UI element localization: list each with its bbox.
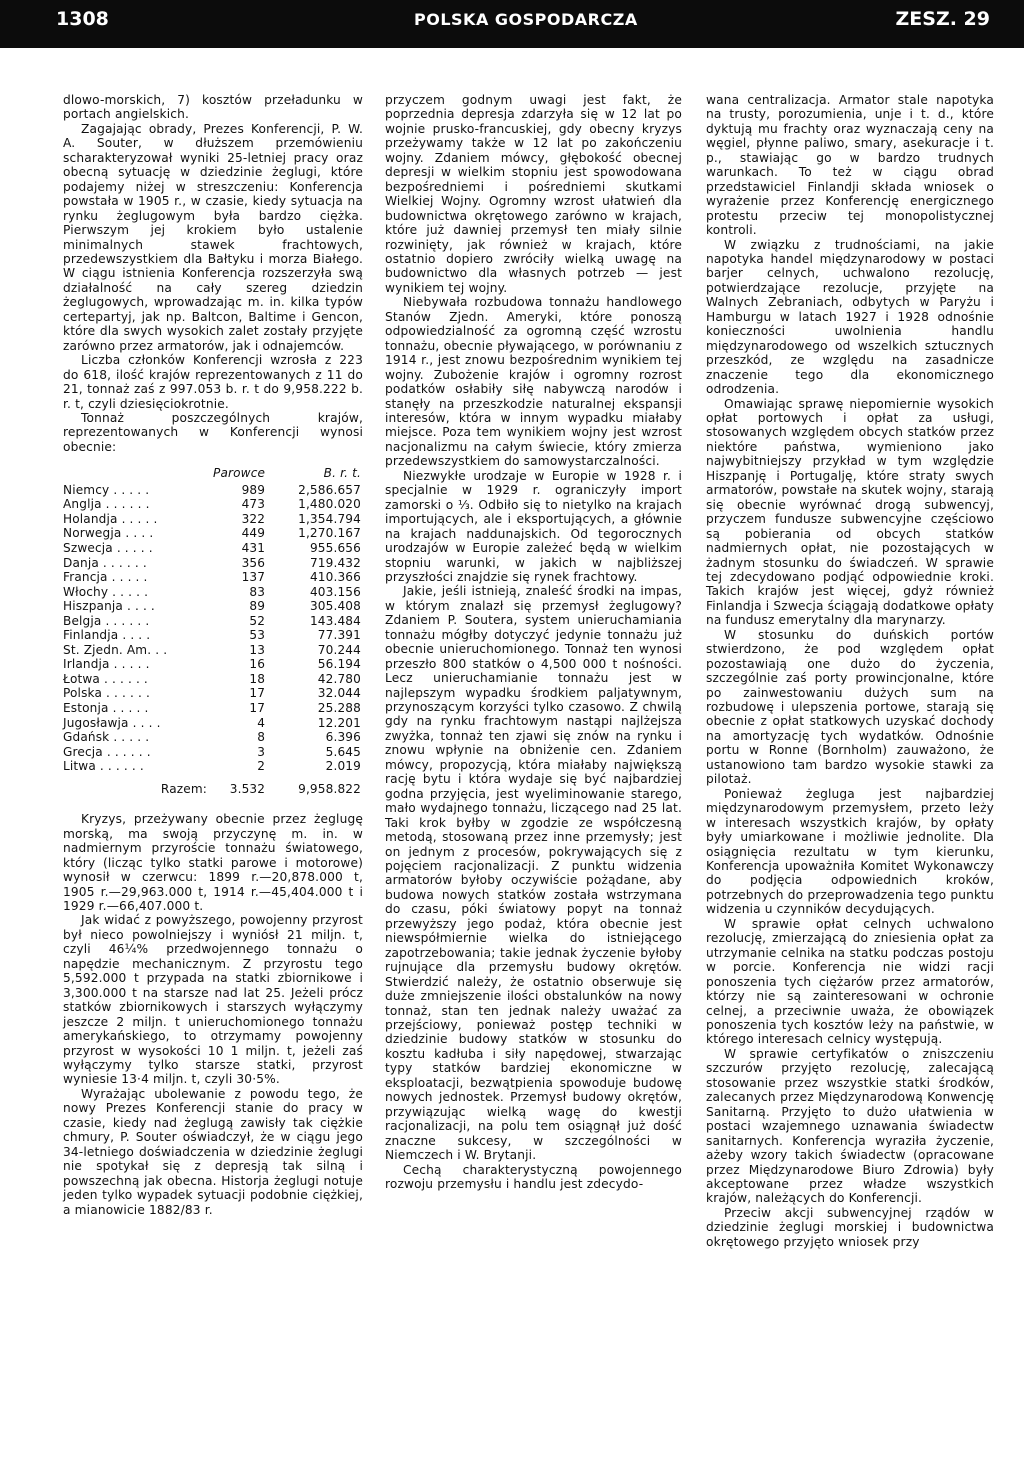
paragraph: Cechą charakterystyczną powojennego rozwoju przemysłu i handlu jest zdecydo- xyxy=(385,1162,682,1191)
country-cell: Włochy . . . . . xyxy=(63,584,149,599)
country-cell: Łotwa . . . . . . xyxy=(63,671,148,686)
brt-cell: 2,586.657 xyxy=(298,482,361,497)
issue-number: ZESZ. 29 xyxy=(895,8,990,30)
brt-cell: 1,480.020 xyxy=(298,497,361,512)
steamers-cell: 449 xyxy=(241,526,266,541)
table-body xyxy=(63,483,363,774)
country-cell: Belgja . . . . . . xyxy=(63,613,150,628)
country-cell: St. Zjedn. Am. . . xyxy=(63,642,168,657)
table-row xyxy=(63,541,363,556)
country-cell: Finlandja . . . . xyxy=(63,628,151,643)
country-cell: Grecja . . . . . . xyxy=(63,744,151,759)
paragraph: Jakie, jeśli istnieją, znaleść środki na impas, w którym znalazł się przemysł żeglugowy? Zdaniem P. Soutera, system unieruchamiania tonnażu mógłby dotyczyć jedynie tonnażu już obecnie unieruchomionego. Tonnaż ten wynosi przeszło 800 statków o 4,500 000 t nośności. Lecz unieruchamianie tonnażu jest w najlepszym wypadku środkiem paljatywnym, przynoszącym korzyści tylko czasowo. Z chwilą gdy na rynku frachtowym nastąpi najlżejsza zwyżka, tonnaż ten zjawi się znów na rynku i znowu wpłynie na obniżenie cen. Zdaniem mówcy, propozycją, która miałaby największą rację bytu i która wydaje się być najbardziej godna przyjęcia, jest wyeliminowanie starego, mało wydajnego tonnażu, liczącego nad 25 lat. Taki krok byłby w zgodzie ze współczesną metodą, stosowaną przez inne przemysły; jest on jednym z procesów, pokrywających się z pojęciem racjonalizacji. Z punktu widzenia armatorów byłoby oczywiście pożądane, aby budowa nowych statków została wstrzymana do czasu, póki światowy popyt na tonnaż przewyższy jego podaż, która obecnie jest niewspółmiernie wielka do istniejącego zapotrzebowania; takie jednak życzenie byłoby rujnujące dla przemysłu budowy okrętów. Stwierdzić należy, że ostatnio obserwuje się duże zmniejszenie ilości obstalunków na nowy tonnaż, stan ten jednak należy uważać za przejściowy, ponieważ postęp techniki w dziedzinie budowy statków w stosunku do kosztu kadłuba i siły napędowej, stwarzając typy statków bardziej ekonomiczne w eksploatacji, bezwątpienia spowoduje budowę nowych jednostek. Przemysł budowy okrętów, przywiązując wielką wagę do kwestji racjonalizacji, na polu tem osiągnął już dość znaczne sukcesy, w szczególności w Niemczech i W. Brytanji. xyxy=(385,584,682,1163)
country-cell: Jugosławja . . . . xyxy=(63,715,161,730)
paragraph: Omawiając sprawę niepomiernie wysokich opłat portowych i opłat za usługi, stosowanych względem obcych statków przez niektóre państwa, wymieniono jako najwybitniejszy przykład w tym względzie Hiszpanję i Portugalję, które straty swych armatorów, powstałe na skutek wojny, starają się obecnie wyrównać drogą subwencyj, przyczem fundusze subwencyjne częściowo są pobierania od obcych statków nadmiernych opłat, nie pozostających w żadnym stosunku do świadczeń. W sprawie tej zdecydowano podjąć odpowiednie kroki. Takich krajów jest więcej, gdyż również Finlandja i Szwecja ściągają dodatkowe opłaty na fundusz emerytalny dla marynarzy. xyxy=(706,396,994,628)
country-cell: Danja . . . . . . xyxy=(63,555,147,570)
country-cell: Norwegja . . . . xyxy=(63,526,154,541)
paragraph: Niebywała rozbudowa tonnażu handlowego Stanów Zjedn. Ameryki, które ponoszą odpowiedzialność za ogromną część wzrostu tonnażu, obecnie pływającego, w porównaniu z 1914 r., jest znowu bezpośrednim wynikiem tej wojny. Zubożenie krajów i ogromny rozrost podatków osłabiły siłę nabywczą narodów i stanęły na przeszkodzie naturalnej ekspansji interesów, która w innym wypadku miałaby miejsce. Poza tem wynikiem wojny jest wzrost nacjonalizmu na całym świecie, który zmierza przedewszystkiem do samowystarczalności. xyxy=(385,295,682,469)
table-row xyxy=(63,672,363,687)
steamers-cell: 13 xyxy=(249,642,266,657)
table-row xyxy=(63,614,363,629)
tonnage-table xyxy=(63,466,363,796)
total-brt: 9,958.822 xyxy=(298,781,361,796)
paragraph: Zagajając obrady, Prezes Konferencji, P. W. A. Souter, w dłuższem przemówieniu scharakteryzował wyniki 25-letniej pracy oraz obecną sytuację w dziedzinie żeglugi, które podajemy niżej w streszczeniu: Konferencja powstała w 1905 r., w czasie, kiedy sytuacja na rynku żeglugowym była bardzo ciężka. Pierwszym jej krokiem było ustalenie minimalnych stawek frachtowych, przedewszystkiem dla Bałtyku i morza Białego. W ciągu istnienia Konferencja rozszerzyła swą działalność na cały szereg dziedzin żeglugowych, wprowadzając m. in. kilka typów certepartyj, jak np. Baltcon, Baltime i Gencon, które dla swych wysokich zalet zostały przyjęte zarówno przez armatorów, jak i odnajemców. xyxy=(63,121,363,353)
page-header xyxy=(0,0,1024,48)
steamers-cell: 431 xyxy=(241,540,266,555)
country-cell: Szwecja . . . . . xyxy=(63,540,153,555)
page-number: 1308 xyxy=(56,8,109,30)
paragraph: W sprawie opłat celnych uchwalono rezolucję, zmierzającą do zniesienia opłat za utrzymanie celnika na statku podczas postoju w porcie. Konferencja nie widzi racji ponoszenia tych ciężarów przez armatorów, którzy nie są zainteresowani w ochronie celnej, a przeciwnie uważa, że obowiązek ponoszenia tych kosztów leży na państwie, w którego interesach celnicy występują. xyxy=(706,916,994,1047)
header-brt: B. r. t. xyxy=(323,466,361,481)
country-cell: Litwa . . . . . . xyxy=(63,759,144,774)
steamers-cell: 989 xyxy=(241,482,266,497)
brt-cell: 6.396 xyxy=(325,730,361,745)
table-row xyxy=(63,716,363,731)
brt-cell: 56.194 xyxy=(317,657,361,672)
steamers-cell: 473 xyxy=(241,497,266,512)
paragraph: W sprawie certyfikatów o zniszczeniu szczurów przyjęto rezolucję, zalecającą stosowanie przez wszystkie statki środków, zalecanych przez Międzynarodową Konwencję Sanitarną. Przyjęto to dużo ułatwienia w postaci wzajemnego uznawania świadectw sanitarnych. Konferencja wyraziła życzenie, ażeby wzory takich świadectw (opracowane przez Międzynarodowe Biuro Zdrowia) były akceptowane przez władze wszystkich krajów, należących do Konferencji. xyxy=(706,1046,994,1206)
paragraph: dlowo-morskich, 7) kosztów przeładunku w portach angielskich. xyxy=(63,93,363,122)
brt-cell: 719.432 xyxy=(309,555,361,570)
brt-cell: 305.408 xyxy=(309,599,361,614)
table-row xyxy=(63,759,363,774)
steamers-cell: 4 xyxy=(257,715,266,730)
steamers-cell: 89 xyxy=(249,599,266,614)
brt-cell: 955.656 xyxy=(309,540,361,555)
steamers-cell: 18 xyxy=(249,671,266,686)
paragraph: W związku z trudnościami, na jakie napotyka handel międzynarodowy w postaci barjer celnych, uchwalono rezolucję, potwierdzające rezolucje, przyjęte na Walnych Zebraniach, odbytych w Paryżu i Hamburgu w latach 1927 i 1928 odnośnie konieczności uwolnienia handlu międzynarodowego od wszelkich sztucznych przeszkód, ze względu na zasadnicze znaczenie tego dla ekonomicznego odrodzenia. xyxy=(706,237,994,397)
paragraph: Kryzys, przeżywany obecnie przez żeglugę morską, ma swoją przyczynę m. in. w nadmiernym przyroście tonnażu światowego, który (licząc tylko statki parowe i motorowe) wynosił w czerwcu: 1899 r.—20,878.000 t, 1905 r.—29,963.000 t, 1914 r.—45,404.000 t i 1929 r.—66,407.000 t. xyxy=(63,812,363,913)
table-row xyxy=(63,585,363,600)
brt-cell: 2.019 xyxy=(325,759,361,774)
country-cell: Irlandja . . . . . xyxy=(63,657,150,672)
steamers-cell: 8 xyxy=(257,730,266,745)
table-row xyxy=(63,657,363,672)
brt-cell: 410.366 xyxy=(309,570,361,585)
table-row xyxy=(63,526,363,541)
brt-cell: 12.201 xyxy=(317,715,361,730)
brt-cell: 143.484 xyxy=(309,613,361,628)
paragraph: wana centralizacja. Armator stale napotyka na trusty, porozumienia, unje i t. d., które dyktują mu frachty oraz wyznaczają ceny na węgiel, płynne paliwo, smary, asekuracje i t. p., stawiając go w bardzo trudnych warunkach. To też w ciągu obrad przedstawiciel Finlandji składa wniosek o wyrażenie przez Konferencję energicznego protestu przeciw tej monopolistycznej kontroli. xyxy=(706,93,994,238)
header-country xyxy=(63,466,213,482)
paragraph: Wyrażając ubolewanie z powodu tego, że nowy Prezes Konferencji stanie do pracy w czasie, kiedy nad żeglugą zawisły tak ciężkie chmury, P. Souter oświadczył, że w ciągu jego 34-letniego doświadczenia w dziedzinie żeglugi nie spotykał się z depresją tak silną i powszechną jak obecna. Historja żeglugi notuje jeden tylko wypadek sytuacji podobnie ciężkiej, a mianowicie 1882/83 r. xyxy=(63,1086,363,1217)
table-row xyxy=(63,497,363,512)
total-label: Razem: xyxy=(160,781,207,796)
steamers-cell: 322 xyxy=(241,511,266,526)
brt-cell: 77.391 xyxy=(317,628,361,643)
table-header-row xyxy=(63,466,363,482)
text-column-2 xyxy=(385,93,682,1191)
steamers-cell: 53 xyxy=(249,628,266,643)
steamers-cell: 17 xyxy=(249,700,266,715)
brt-cell: 32.044 xyxy=(317,686,361,701)
steamers-cell: 17 xyxy=(249,686,266,701)
brt-cell: 42.780 xyxy=(317,671,361,686)
steamers-cell: 2 xyxy=(257,759,266,774)
text-column-1 xyxy=(63,93,363,1217)
steamers-cell: 16 xyxy=(249,657,266,672)
table-row xyxy=(63,599,363,614)
journal-title: POLSKA GOSPODARCZA xyxy=(414,10,638,29)
country-cell: Niemcy . . . . . xyxy=(63,482,150,497)
brt-cell: 1,270.167 xyxy=(298,526,361,541)
brt-cell: 5.645 xyxy=(325,744,361,759)
country-cell: Francja . . . . . xyxy=(63,570,148,585)
table-row xyxy=(63,730,363,745)
brt-cell: 70.244 xyxy=(317,642,361,657)
steamers-cell: 356 xyxy=(241,555,266,570)
paragraph: Jak widać z powyższego, powojenny przyrost był nieco powolniejszy i wyniósł 21 miljn. t, czyli 46¼% przedwojennego tonnażu o napędzie mechanicznym. Z przyrostu tego 5,592.000 t przypada na statki zbiornikowe i 3,300.000 t na starsze nad lat 25. Jeżeli prócz statków zbiornikowych i starszych wyłączymy jeszcze 2 miljn. t unieruchomionego tonnażu amerykańskiego, to otrzymamy powojenny przyrost w wysokości 10 1 miljn. t, jeżeli zaś wyłączymy tylko starsze statki, przyrost wyniesie 13·4 miljn. t, czyli 30·5%. xyxy=(63,913,363,1087)
text-column-3 xyxy=(706,93,994,1249)
paragraph: Tonnaż poszczególnych krajów, reprezentowanych w Konferencji wynosi obecnie: xyxy=(63,410,363,454)
brt-cell: 403.156 xyxy=(309,584,361,599)
table-row xyxy=(63,570,363,585)
country-cell: Hiszpanja . . . . xyxy=(63,599,155,614)
paragraph: Przeciw akcji subwencyjnej rządów w dziedzinie żeglugi morskiej i budownictwa okrętowego przyjęto wniosek przy xyxy=(706,1205,994,1249)
table-row xyxy=(63,628,363,643)
country-cell: Holandja . . . . . xyxy=(63,511,158,526)
steamers-cell: 3 xyxy=(257,744,266,759)
table-row xyxy=(63,483,363,498)
steamers-cell: 83 xyxy=(249,584,266,599)
brt-cell: 1,354.794 xyxy=(298,511,361,526)
total-steamers: 3.532 xyxy=(229,781,266,796)
table-row xyxy=(63,686,363,701)
country-cell: Estonja . . . . . xyxy=(63,700,149,715)
paragraph: Niezwykłe urodzaje w Europie w 1928 r. i specjalnie w 1929 r. ograniczyły import zamorski o ⅓. Odbiło się to nietylko na krajach importujących, ale i eksportujących, a głównie na krajach naddunajskich. Od tegorocznych urodzajów w Europie zależeć będą w wielkim stopniu warunki, w jakich w najbliższej przyszłości znajdzie się rynek frachtowy. xyxy=(385,468,682,584)
steamers-cell: 52 xyxy=(249,613,266,628)
country-cell: Polska . . . . . . xyxy=(63,686,150,701)
paragraph: W stosunku do duńskich portów stwierdzono, że pod względem opłat pozostawiają one dużo do życzenia, szczególnie zaś porty prowincjonalne, które po zainwestowaniu dużych sum na rozbudowę i ulepszenia portowe, starają się obecnie z opłat statkowych uzyskać dochody na amortyzację tych wydatków. Odnośnie portu w Ronne (Bornholm) zauważono, że ustanowiono tam bardzo wysokie stawki za pilotaż. xyxy=(706,627,994,787)
table-total-row xyxy=(63,774,363,797)
paragraph: Ponieważ żegluga jest najbardziej międzynarodowym przemysłem, przeto leży w interesach wszystkich krajów, by opłaty były umiarkowane i możliwie jednolite. Dla osiągnięcia rezultatu w tym kierunku, Konferencja upoważniła Komitet Wykonawczy do podjęcia odpowiednich kroków, potrzebnych do przeprowadzenia tego punktu widzenia u czynników decydujących. xyxy=(706,786,994,917)
brt-cell: 25.288 xyxy=(317,700,361,715)
table-row xyxy=(63,512,363,527)
country-cell: Anglja . . . . . . xyxy=(63,497,150,512)
steamers-cell: 137 xyxy=(241,570,266,585)
paragraph: przyczem godnym uwagi jest fakt, że poprzednia depresja zdarzyła się w 12 lat po wojnie prusko-francuskiej, gdy obecny kryzys przeżywamy także w 12 lat po zakończeniu wojny. Zdaniem mówcy, głębokość obecnej depresji w wielkim stopniu jest spowodowana bezpośredniemi i pośredniemi skutkami Wielkiej Wojny. Ogromny wzrost ułatwień dla budownictwa okrętowego zarówno w krajach, które już dawniej przemysł ten miały silnie rozwinięty, jak również w krajach, które ostatnio dopiero zwróciły wielką uwagę na budownictwo dla własnych potrzeb — jest wynikiem tej wojny. xyxy=(385,93,682,295)
table-row xyxy=(63,701,363,716)
table-row xyxy=(63,556,363,571)
paragraph: Liczba członków Konferencji wzrosła z 223 do 618, ilość krajów reprezentowanych z 11 do 21, tonnaż zaś z 997.053 b. r. t do 9,958.222 b. r. t, czyli dziesięciokrotnie. xyxy=(63,353,363,411)
table-row xyxy=(63,643,363,658)
header-steamers: Parowce xyxy=(213,466,266,481)
country-cell: Gdańsk . . . . . xyxy=(63,730,150,745)
table-row xyxy=(63,745,363,760)
